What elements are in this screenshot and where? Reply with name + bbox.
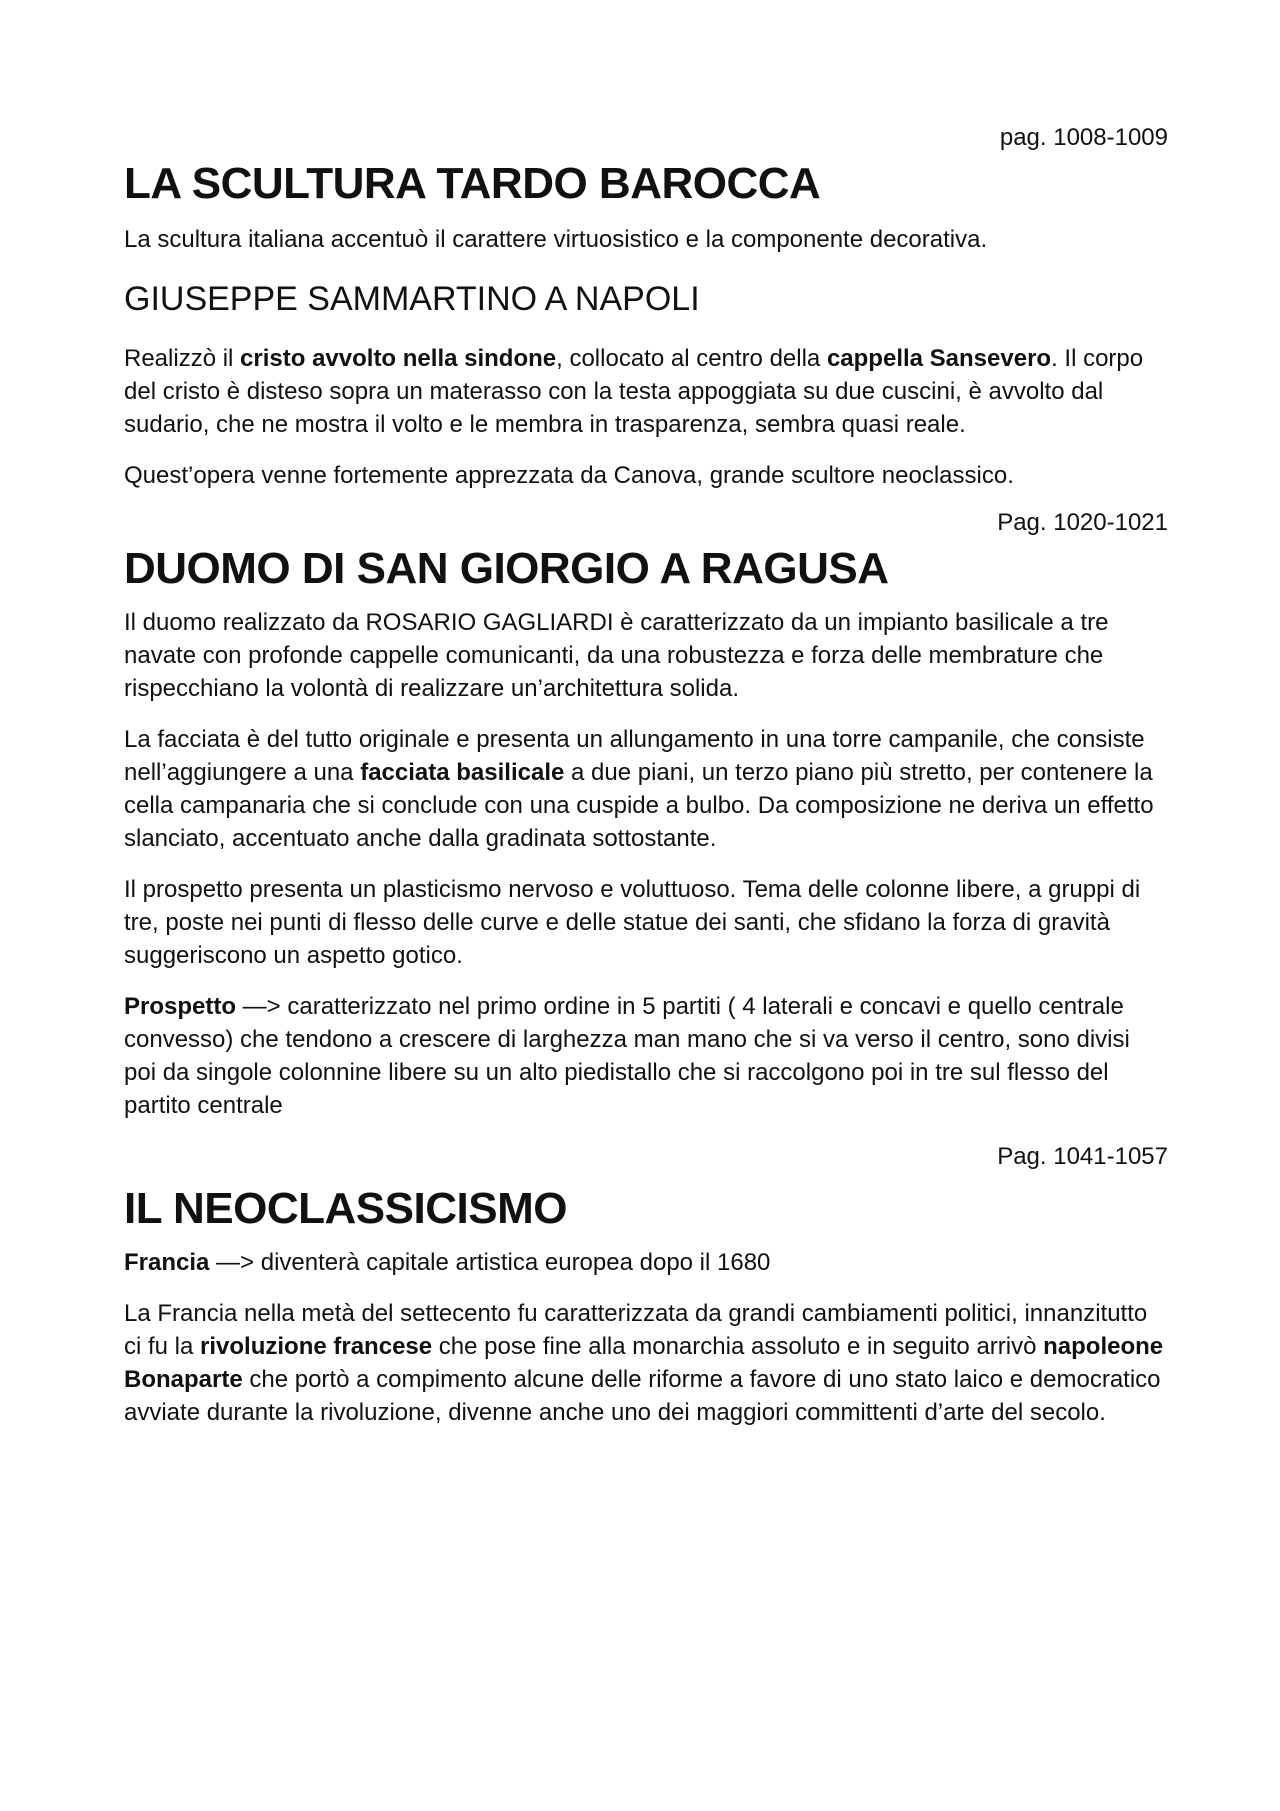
bold-term: facciata basilicale [360, 759, 565, 786]
paragraph: Il duomo realizzato da ROSARIO GAGLIARDI è caratterizzato da un impianto basilicale a tre navate con profonde cappelle comunicanti, da una robustezza e forza delle membrature che rispecchiano la volontà di realizzare un’architettura solida. [124, 609, 1109, 702]
page-reference: pag. 1008-1009 [999, 124, 1168, 151]
page-reference: Pag. 1041-1057 [997, 1143, 1168, 1170]
paragraph: Quest’opera venne fortemente apprezzata da Canova, grande scultore neoclassico. [124, 462, 1014, 489]
document-page [124, 0, 1168, 1429]
bold-term: napoleone Bonaparte [124, 1333, 1164, 1393]
paragraph: La facciata è del tutto originale e presenta un allungamento in una torre campanile, che consiste nell’aggiungere a una facciata basilicale a due piani, un terzo piano più stretto, per contenere la cella campanaria che si conclude con una cuspide a bulbo. Da composizione ne deriva un effetto slanciato, accentuato anche dalla gradinata sottostante. [124, 726, 1154, 852]
bold-term: cappella Sansevero [826, 345, 1052, 372]
bold-term: rivoluzione francese [200, 1333, 433, 1360]
bold-term: Francia [124, 1249, 210, 1276]
bold-term: cristo avvolto nella sindone [240, 345, 557, 372]
section-intro: La scultura italiana accentuò il carattere virtuosistico e la componente decorativa. [124, 226, 988, 253]
section-title: LA SCULTURA TARDO BAROCCA [124, 159, 821, 208]
paragraph: La Francia nella metà del settecento fu caratterizzata da grandi cambiamenti politici, innanzitutto ci fu la rivoluzione francese che pose fine alla monarchia assoluto e in seguito arrivò napoleone Bonaparte che portò a compimento alcune delle riforme a favore di uno stato laico e democratico avviate durante la rivoluzione, divenne anche uno dei maggiori committenti d’arte del secolo. [124, 1300, 1164, 1426]
bold-term: Prospetto [124, 993, 237, 1020]
section-title: IL NEOCLASSICISMO [124, 1184, 567, 1233]
paragraph: Francia —> diventerà capitale artistica europea dopo il 1680 [124, 1249, 771, 1276]
section-title: DUOMO DI SAN GIORGIO A RAGUSA [124, 544, 889, 593]
paragraph: Prospetto —> caratterizzato nel primo ordine in 5 partiti ( 4 laterali e concavi e quello centrale convesso) che tendono a crescere di larghezza man mano che si va verso il centro, sono divisi poi da singole colonnine libere su un alto piedistallo che si raccolgono poi in tre sul flesso del partito centrale [124, 993, 1130, 1119]
page-reference: Pag. 1020-1021 [997, 509, 1168, 536]
paragraph: Realizzò il cristo avvolto nella sindone, collocato al centro della cappella Sansevero. Il corpo del cristo è disteso sopra un materasso con la testa appoggiata su due cuscini, è avvolto dal sudario, che ne mostra il volto e le membra in trasparenza, sembra quasi reale. [124, 345, 1144, 438]
paragraph: Il prospetto presenta un plasticismo nervoso e voluttuoso. Tema delle colonne libere, a gruppi di tre, poste nei punti di flesso delle curve e delle statue dei santi, che sfidano la forza di gravità suggeriscono un aspetto gotico. [124, 876, 1141, 969]
section-subtitle: GIUSEPPE SAMMARTINO A NAPOLI [124, 280, 700, 318]
